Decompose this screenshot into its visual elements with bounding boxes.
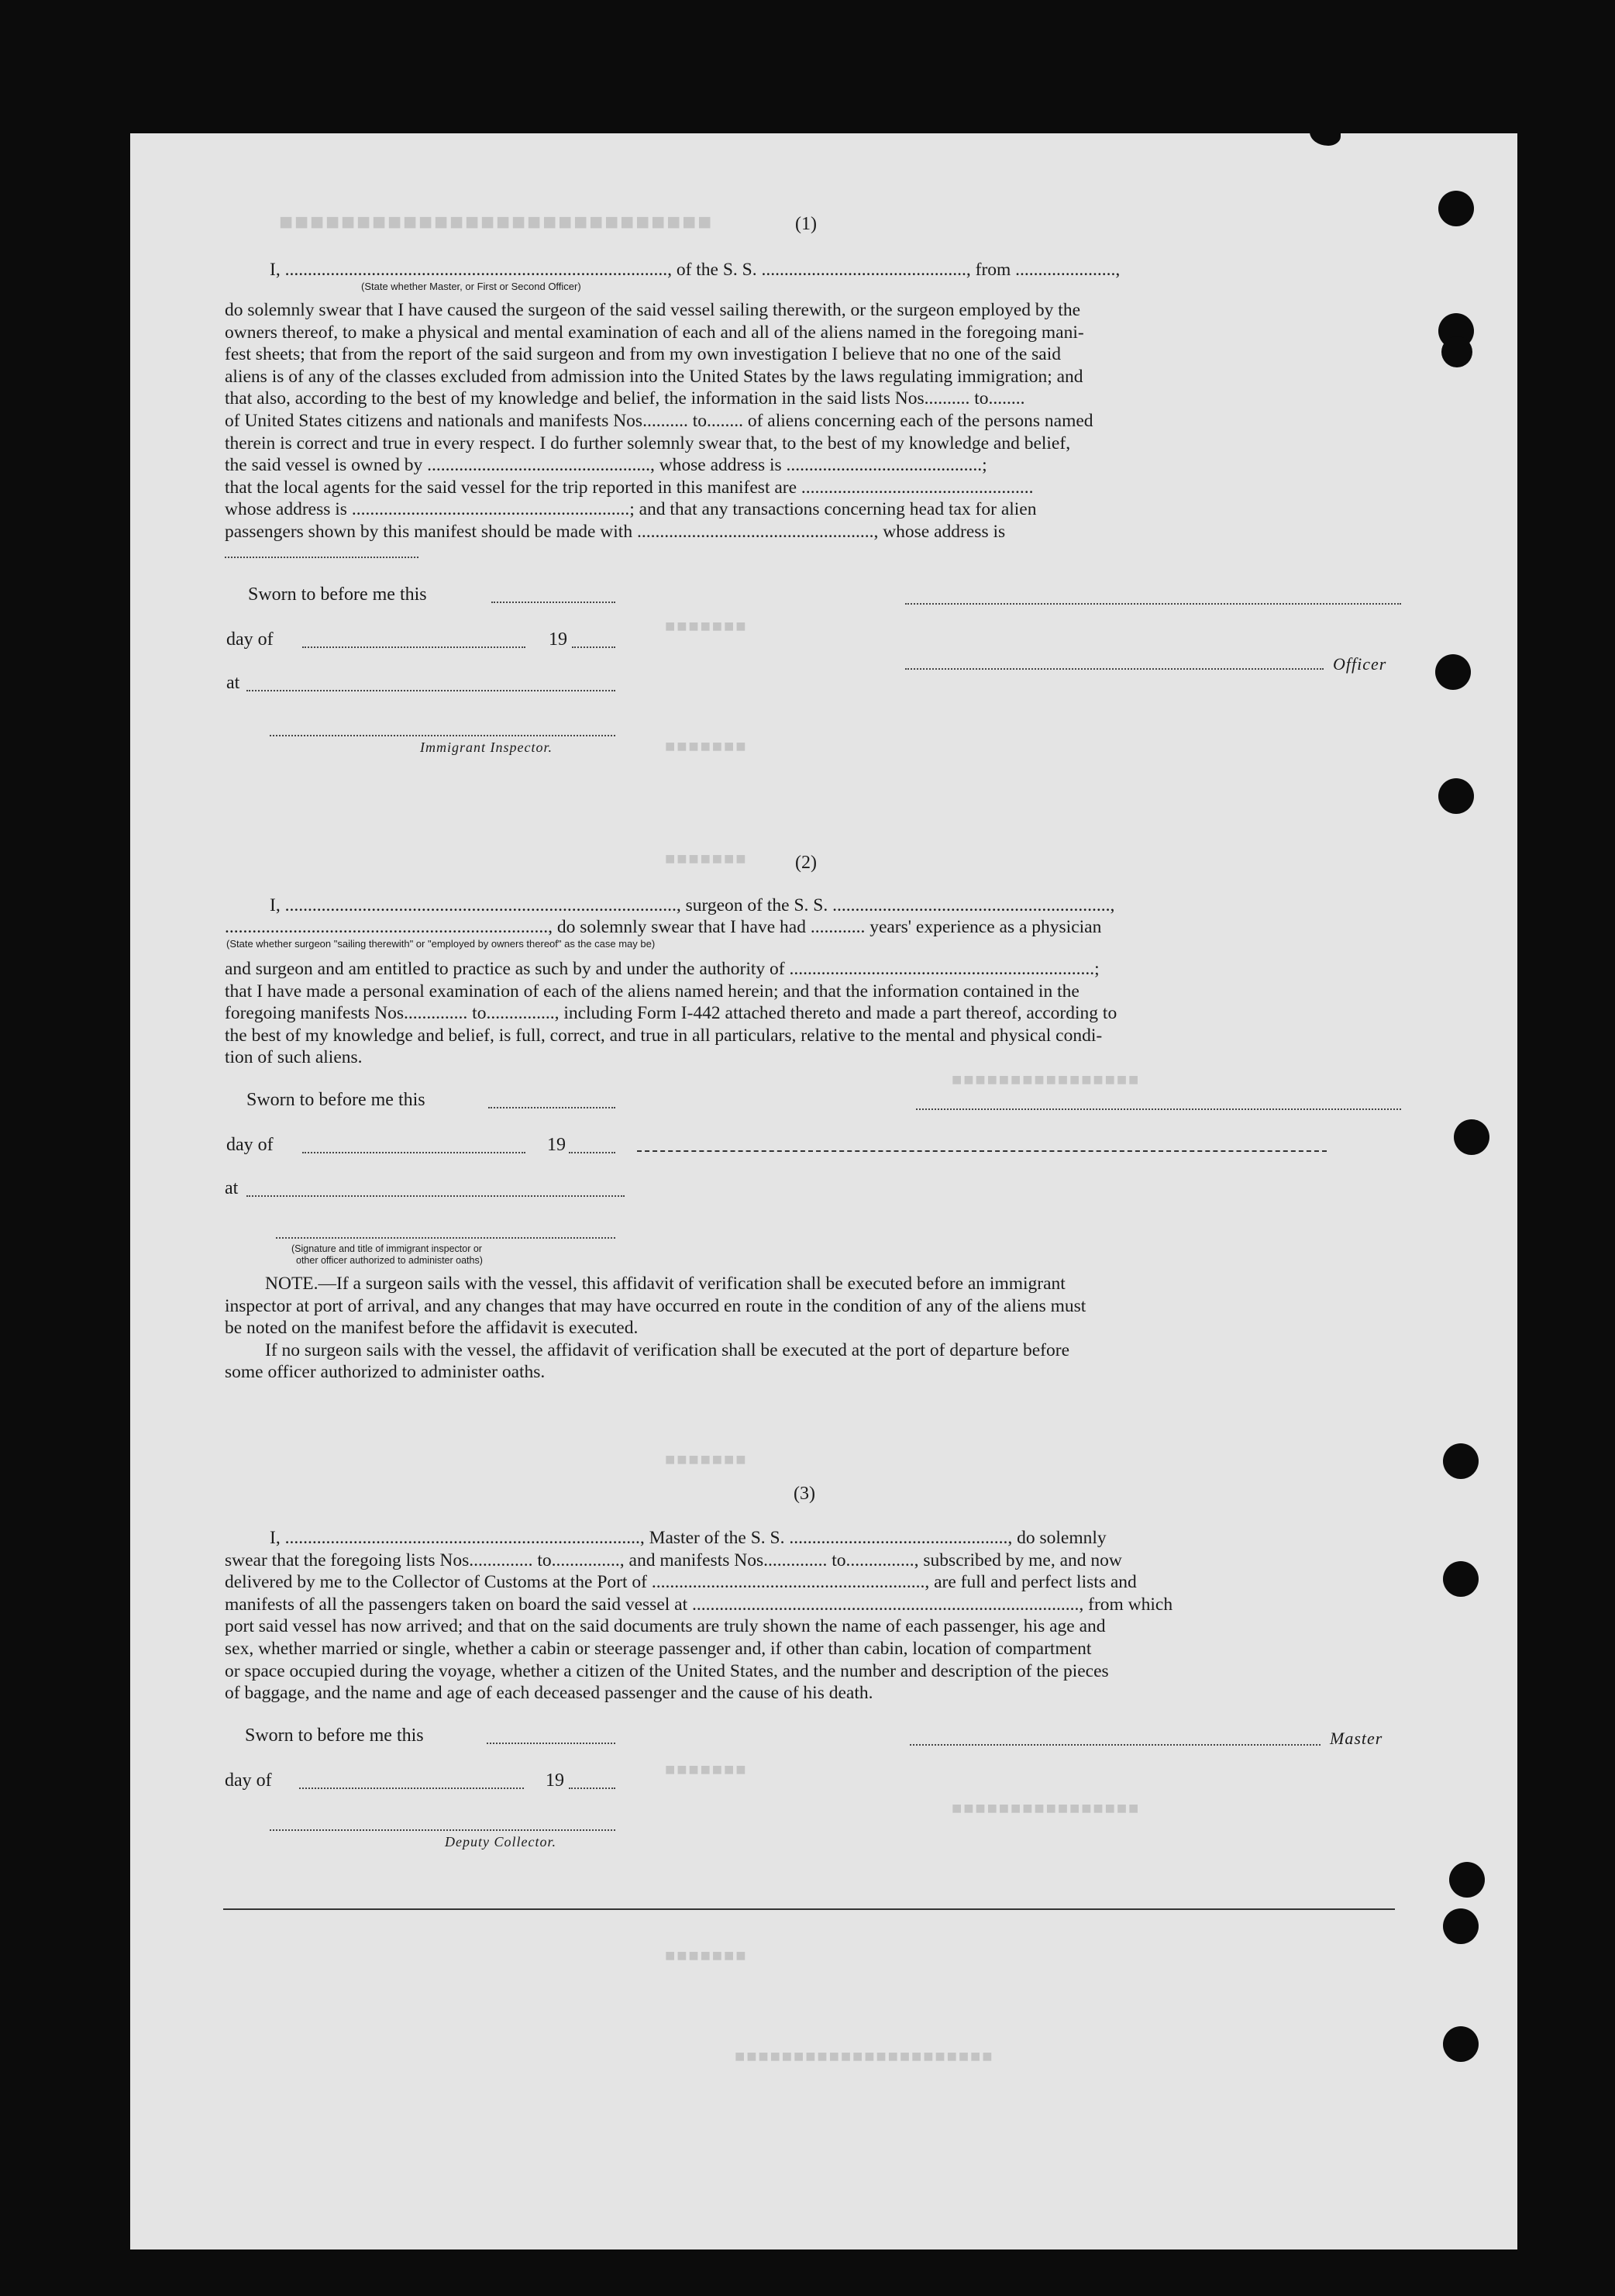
- section-1-first-line: I, ...................................................................................., of the S. S. ............................................., from ......................,: [270, 260, 1121, 280]
- section-2-inspector-sig-line: [276, 1237, 615, 1239]
- section-2-line: the best of my knowledge and belief, is full, correct, and true in all particulars, relative to the mental and physical condi-: [225, 1025, 1103, 1046]
- section-1-officer-sig-line-1: [905, 603, 1401, 605]
- section-3-line: port said vessel has now arrived; and that on the said documents are truly shown the name of each passenger, his age and: [225, 1616, 1106, 1637]
- section-2-note-line: be noted on the manifest before the affidavit is executed.: [225, 1318, 639, 1339]
- section-2-line: that I have made a personal examination of each of the aliens named herein; and that the information contained in the: [225, 981, 1080, 1001]
- section-2-paragraph: [225, 958, 1489, 1069]
- bottom-rule: [223, 1908, 1395, 1910]
- filing-hole: [1443, 1908, 1479, 1944]
- section-2-line: foregoing manifests Nos.............. to..............., including Form I-442 attached thereto and made a part thereof, according to: [225, 1003, 1117, 1024]
- section-1-line: of United States citizens and nationals and manifests Nos.......... to........ of aliens concerning each of the persons named: [225, 410, 1093, 431]
- section-1-line: therein is correct and true in every respect. I do further solemnly swear that, to the best of my knowledge and belief,: [225, 433, 1071, 453]
- section-3-day-label: day of: [225, 1770, 272, 1791]
- section-1-line: passengers shown by this manifest should be made with ...................................................., whose address is: [225, 521, 1006, 542]
- section-1-line: whose address is .............................................................; and that any transactions concerning head tax for alien: [225, 499, 1037, 520]
- section-2-sig-caption-2: other officer authorized to administer oaths): [296, 1255, 483, 1266]
- section-1-line: the said vessel is owned by ................................................., whose address is ...........................................;: [225, 455, 987, 476]
- section-1-officer-sig-line-2: [905, 668, 1324, 670]
- section-1-sworn-line: [491, 602, 615, 603]
- section-2-year: 19: [547, 1135, 566, 1155]
- section-3-number: (3): [794, 1484, 815, 1504]
- bleed-through-mark: ■■■■■■■: [665, 850, 748, 870]
- filing-hole: [1438, 778, 1474, 814]
- section-1-officer-caption: Officer: [1333, 654, 1387, 674]
- section-1-line: owners thereof, to make a physical and mental examination of each and all of the aliens named in the foregoing mani-: [225, 322, 1084, 343]
- section-3-day-line: [299, 1788, 524, 1789]
- section-3-master-sig-line: [910, 1744, 1321, 1746]
- section-1-line: aliens is of any of the classes excluded from admission into the United States by the laws regulating immigration; and: [225, 366, 1083, 387]
- filing-hole: [1441, 336, 1472, 367]
- filing-hole: [1449, 1862, 1485, 1898]
- document-page: [130, 133, 1517, 2249]
- bleed-through-mark: ■■■■■■■: [665, 1451, 748, 1470]
- section-1-line: that also, according to the best of my knowledge and belief, the information in the said lists Nos.......... to........: [225, 388, 1025, 409]
- section-1-inspector-sig-line: [270, 735, 615, 736]
- section-1-day-line: [302, 646, 525, 648]
- section-1-day-label: day of: [226, 629, 274, 650]
- bleed-through-mark: ■■■■■■■■■■■■■■■■■■■■■■■■■■■■: [277, 211, 712, 237]
- filing-hole: [1438, 191, 1474, 226]
- section-1-at-label: at: [226, 673, 240, 693]
- section-2-day-label: day of: [226, 1135, 274, 1155]
- section-2-year-line: [569, 1152, 615, 1153]
- section-3-line: swear that the foregoing lists Nos.............. to..............., and manifests Nos.............. to..............., subscribed by me, and now: [225, 1550, 1122, 1570]
- section-3-line: or space occupied during the voyage, whether a citizen of the United States, and the number and description of the pieces: [225, 1660, 1109, 1681]
- section-2-first-line: I, ......................................................................................, surgeon of the S. S. .............................................................,: [270, 895, 1115, 915]
- section-2-surgeon-note: (State whether surgeon "sailing therewith" or "employed by owners thereof" as the case may be): [226, 938, 656, 950]
- section-1-officer-note: (State whether Master, or First or Second Officer): [361, 281, 581, 292]
- section-2-number: (2): [795, 853, 817, 873]
- section-2-second-line: ......................................................................., do solemnly swear that I have had ............ years' experience as a physician: [225, 917, 1102, 937]
- section-3-collector-caption: Deputy Collector.: [445, 1834, 556, 1850]
- section-3-year: 19: [546, 1770, 564, 1791]
- filing-hole: [1435, 654, 1471, 690]
- section-2-note-line: some officer authorized to administer oaths.: [225, 1362, 546, 1383]
- section-3-sworn-line: [487, 1743, 615, 1744]
- section-1-line: fest sheets; that from the report of the said surgeon and from my own investigation I believe that no one of the said: [225, 344, 1061, 365]
- filing-hole: [1443, 1443, 1479, 1479]
- section-2-line: and surgeon and am entitled to practice as such by and under the authority of ...................................................................;: [225, 959, 1100, 979]
- section-3-line: of baggage, and the name and age of each deceased passenger and the cause of his death.: [225, 1683, 873, 1704]
- section-2-dashed-line: [637, 1150, 1327, 1152]
- filing-hole: [1443, 1561, 1479, 1597]
- section-1-address-line: [225, 557, 418, 558]
- section-2-note-line: inspector at port of arrival, and any changes that may have occurred en route in the condition of any of the aliens must: [225, 1295, 1086, 1316]
- bleed-through-mark: ■■■■■■■■■■■■■■■■: [952, 1071, 1141, 1091]
- section-2-officer-sig-line: [916, 1108, 1401, 1110]
- section-2-at-line: [246, 1195, 625, 1197]
- section-2-sworn-line: [488, 1107, 615, 1108]
- section-1-line: do solemnly swear that I have caused the surgeon of the said vessel sailing therewith, or the surgeon employed by the: [225, 300, 1081, 320]
- bleed-through-mark: ■■■■■■■■■■■■■■■■■■■■■■: [735, 2048, 994, 2067]
- section-3-line: sex, whether married or single, whether a cabin or steerage passenger and, if other than cabin, location of compartment: [225, 1638, 1092, 1659]
- filing-hole: [1454, 1119, 1489, 1155]
- section-3-sworn-label: Sworn to before me this: [245, 1725, 424, 1746]
- section-2-note: [225, 1273, 1489, 1384]
- section-2-sworn-label: Sworn to before me this: [246, 1090, 425, 1110]
- section-1-at-line: [246, 690, 615, 691]
- section-3-line: manifests of all the passengers taken on board the said vessel at ....................................................................................., from which: [225, 1594, 1173, 1615]
- section-2-note-line: NOTE.—If a surgeon sails with the vessel, this affidavit of verification shall be executed before an immigrant: [265, 1274, 1066, 1294]
- bleed-through-mark: ■■■■■■■: [665, 1947, 748, 1967]
- section-1-year: 19: [549, 629, 567, 650]
- section-2-line: tion of such aliens.: [225, 1047, 363, 1068]
- section-2-note-line: If no surgeon sails with the vessel, the affidavit of verification shall be executed at the port of departure before: [265, 1339, 1069, 1360]
- section-3-paragraph: [225, 1527, 1489, 1705]
- bleed-through-mark: ■■■■■■■: [665, 618, 748, 637]
- section-3-line: I, .............................................................................., Master of the S. S. ................................................, do solemnly: [270, 1528, 1107, 1548]
- bleed-through-mark: ■■■■■■■■■■■■■■■■: [952, 1800, 1141, 1819]
- section-1-line: that the local agents for the said vessel for the trip reported in this manifest are ...................................................: [225, 477, 1034, 498]
- section-2-sig-caption-1: (Signature and title of immigrant inspector or: [291, 1243, 482, 1254]
- section-3-collector-sig-line: [270, 1829, 615, 1831]
- section-2-at-label: at: [225, 1178, 239, 1198]
- bleed-through-mark: ■■■■■■■: [665, 738, 748, 757]
- section-3-year-line: [569, 1788, 615, 1789]
- section-1-inspector-caption: Immigrant Inspector.: [420, 739, 553, 755]
- section-1-paragraph: [225, 299, 1489, 543]
- section-1-sworn-label: Sworn to before me this: [248, 584, 427, 605]
- bleed-through-mark: ■■■■■■■: [665, 1761, 748, 1781]
- section-1-year-line: [572, 646, 615, 648]
- section-2-day-line: [302, 1152, 525, 1153]
- section-3-master-caption: Master: [1330, 1729, 1383, 1748]
- filing-hole: [1443, 2026, 1479, 2062]
- section-1-number: (1): [795, 214, 817, 234]
- section-3-line: delivered by me to the Collector of Customs at the Port of ............................................................, are full and perfect lists and: [225, 1572, 1137, 1593]
